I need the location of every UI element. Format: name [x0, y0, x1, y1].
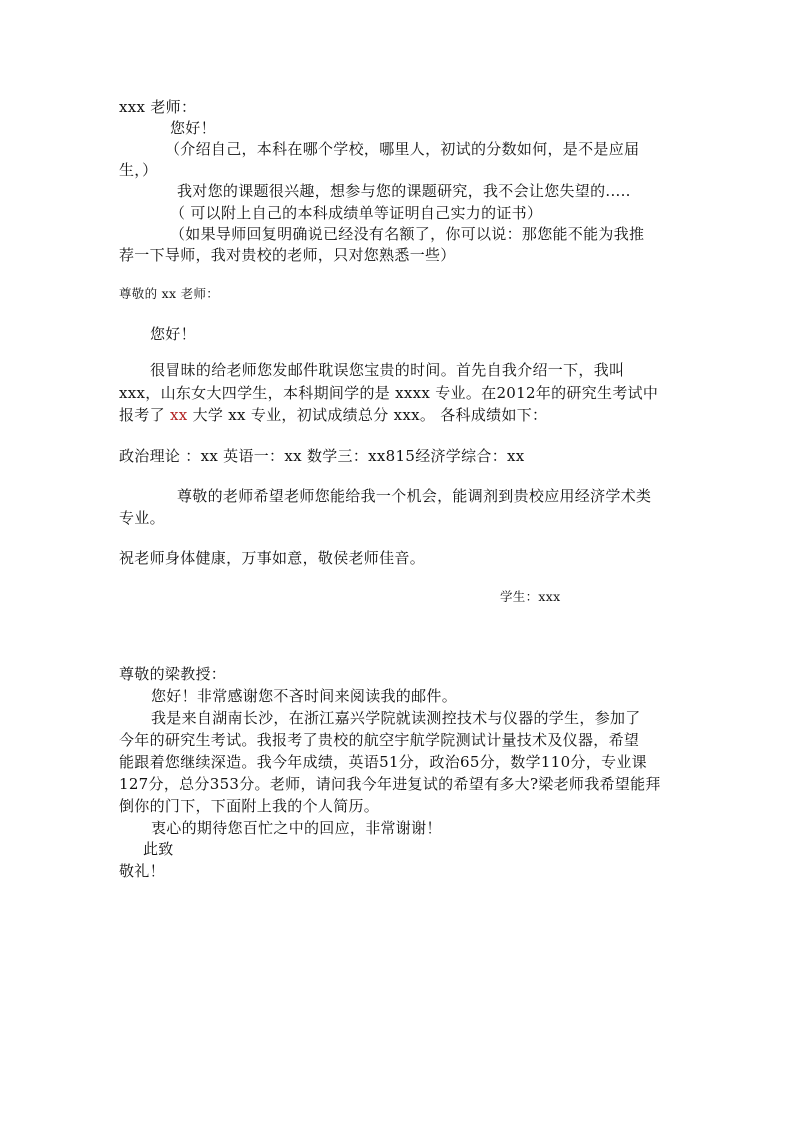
letter2-wishes: 祝老师身体健康，万事如意，敬侯老师佳音。 [119, 549, 426, 567]
letter1-intro-line-b: 生，） [119, 161, 158, 179]
letter2-highlighted-university: xx [169, 406, 188, 424]
letter1-noquota-line-a: （如果导师回复明确说已经没有名额了，你可以说：那您能不能为我推 [170, 225, 645, 243]
letter3-paragraph1-line-a: 我是来自湖南长沙，在浙江嘉兴学院就读测控技术与仪器的学生，参加了 [151, 709, 641, 727]
letter2-paragraph1-line-a: 很冒昧的给老师您发邮件耽误您宝贵的时间。首先自我介绍一下，我叫 [150, 361, 625, 379]
letter1-intro-line-a: （介绍自己，本科在哪个学校，哪里人，初试的分数如何，是不是应届 [165, 140, 640, 158]
letter2-p1c-suffix: 大学 xx 专业，初试成绩总分 xxx。 各科成绩如下： [187, 406, 548, 424]
letter3-greeting: 您好！非常感谢您不吝时间来阅读我的邮件。 [151, 687, 458, 705]
letter1-interest-line: 我对您的课题很兴趣，想参与您的课题研究，我不会让您失望的..... [177, 182, 631, 200]
letter2-paragraph1-line-c [119, 405, 547, 425]
letter1-attach-line: （ 可以附上自己的本科成绩单等证明自己实力的证书） [170, 204, 543, 222]
letter2-salutation: 尊敬的 xx 老师： [119, 286, 220, 301]
letter2-paragraph2-line-a: 尊敬的老师希望老师您能给我一个机会，能调剂到贵校应用经济学术类 [177, 487, 652, 505]
letter2-paragraph1-line-b: xxx，山东女大四学生，本科期间学的是 xxxx 专业。在2012年的研究生考试中 [119, 384, 659, 402]
letter3-paragraph1-line-b: 今年的研究生考试。我报考了贵校的航空宇航学院测试计量技术及仪器，希望 [119, 731, 640, 749]
letter3-paragraph1-line-d: 127分，总分353分。老师，请问我今年进复试的希望有多大?梁老师我希望能拜 [119, 775, 661, 793]
letter1-noquota-line-b: 荐一下导师，我对贵校的老师，只对您熟悉一些） [119, 246, 456, 264]
letter2-greeting: 您好！ [150, 325, 196, 343]
letter3-salutation: 尊敬的梁教授： [119, 665, 227, 683]
letter1-salutation: xxx 老师： [119, 98, 197, 116]
letter3-closing-a: 此致 [143, 840, 174, 858]
letter3-paragraph1-line-c: 能跟着您继续深造。我今年成绩，英语51分，政治65分，数学110分，专业课 [119, 753, 647, 771]
letter1-greeting: 您好！ [170, 119, 216, 137]
letter3-closing-b: 敬礼！ [119, 862, 165, 880]
letter3-paragraph2: 衷心的期待您百忙之中的回应，非常谢谢！ [151, 819, 442, 837]
letter3-paragraph1-line-e: 倒你的门下，下面附上我的个人简历。 [119, 797, 380, 815]
letter2-paragraph2-line-b: 专业。 [119, 509, 165, 527]
letter2-p1c-prefix: 报考了 [119, 406, 170, 424]
letter2-scores-line: 政治理论 ：xx 英语一：xx 数学三：xx815经济学综合：xx [119, 447, 525, 465]
letter2-signature: 学生：xxx [500, 589, 561, 604]
